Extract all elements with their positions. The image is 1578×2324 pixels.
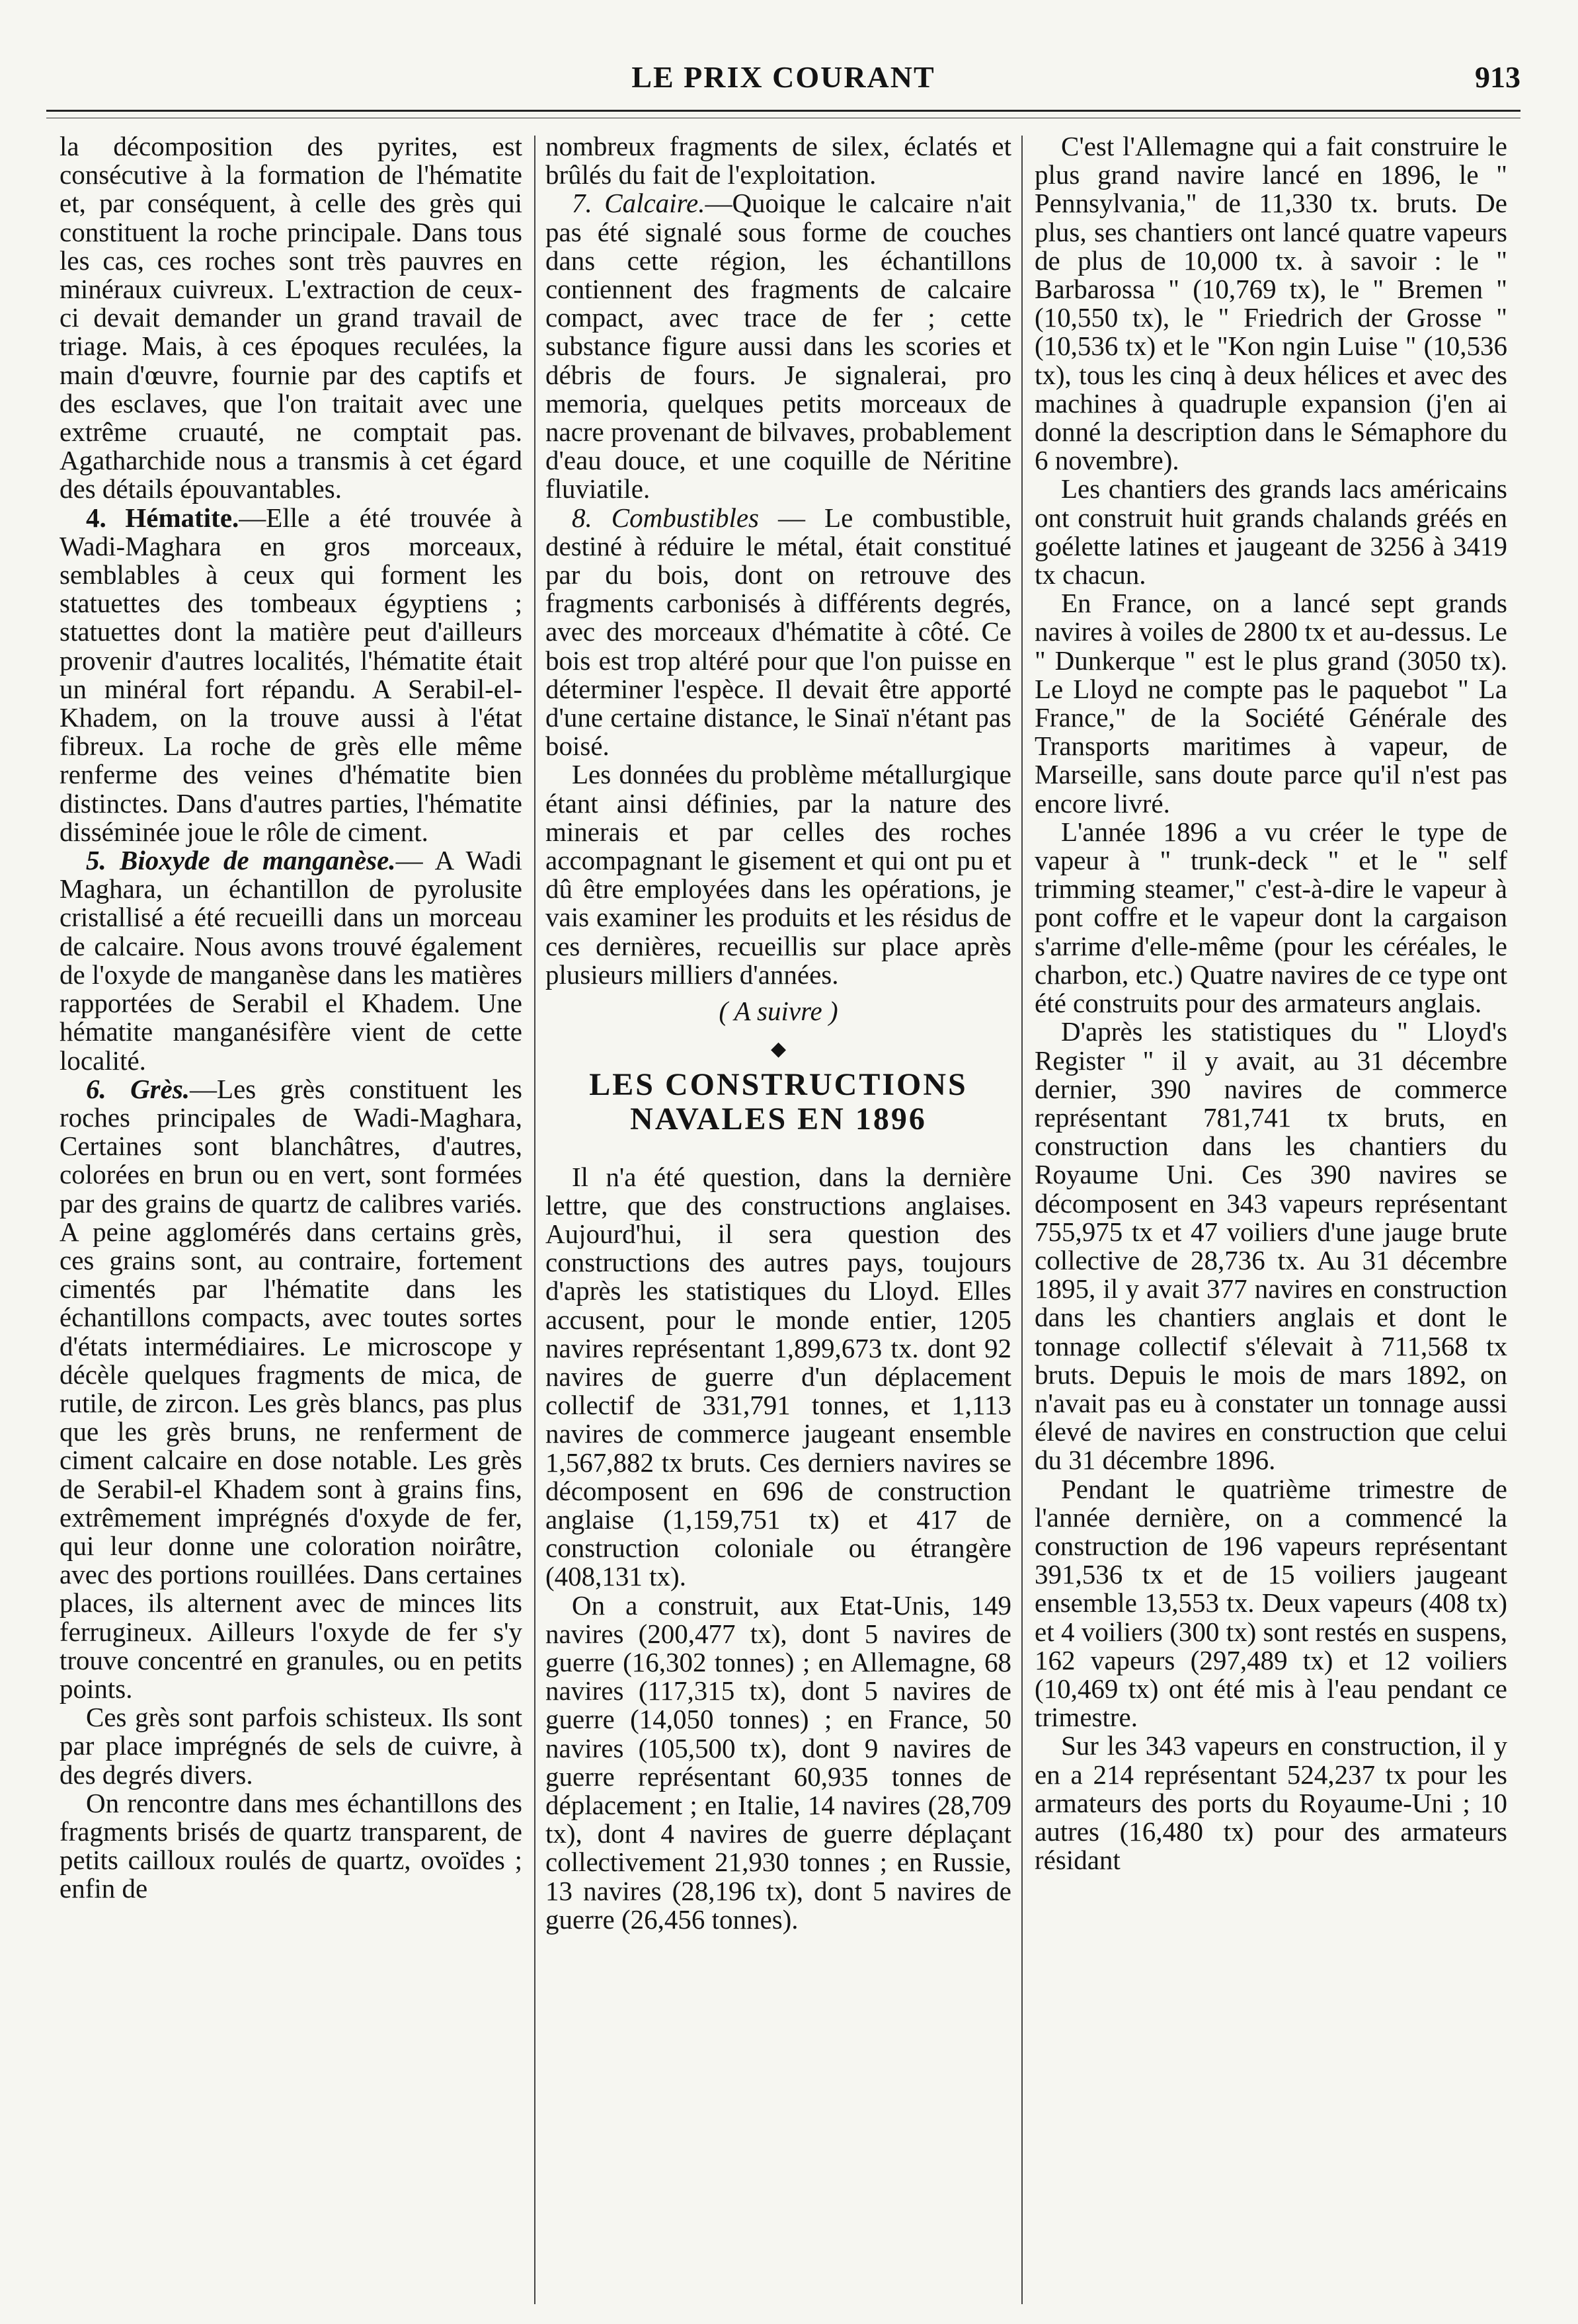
paragraph: On a construit, aux Etat-Unis, 149 navires (200,477 tx), dont 5 navires de guerre (16,302 tonnes) ; en Allemagne, 68 navires (117,315 tx), dont 5 navires de guerre (14,050 tonnes) ; en France, 50 navires (105,500 tx), dont 9 navires de guerre représentant 60,935 tonnes de déplacement ; en Italie, 14 navires (28,709 tx), dont 4 navires de guerre déplaçant collectivement 21,930 tonnes ; en Russie, 13 navires (28,196 tx), dont 5 navires de guerre (26,456 tonnes). bbox=[545, 1589, 1011, 1935]
paragraph-text: —Les grès constituent les roches principales de Wadi-Maghara, Certaines sont blanchâtres, d'autres, colorées en brun ou en vert, sont formées par des grains de quartz de calibres variés. A peine agglomérés dans certains grès, ces grains sont, au contraire, fortement cimentés par l'hématite dans les échantillons compacts, avec toutes sortes d'états intermédiaires. Le microscope y décèle quelques fragments de mica, de rutile, de zircon. Les grès blancs, pas plus que les grès bruns, ne renferment de ciment calcaire en dose notable. Les grès de Serabil-el Khadem sont à grains fins, extrêmement imprégnés d'oxyde de fer, qui leur donne une coloration noirâtre, avec des portions rouillées. Dans certaines places, ils alternent avec de minces lits ferrugineux. Ailleurs l'oxyde de fer s'y trouve concentré en granules, ou en petits points. bbox=[59, 1073, 522, 1704]
paragraph: Pendant le quatrième trimestre de l'année dernière, on a commencé la construction de 196 vapeurs représentant 391,536 tx et de 15 voiliers jaugeant ensemble 13,553 tx. Deux vapeurs (408 tx) et 4 voiliers (300 tx) sont restés en suspens, 162 vapeurs (297,489 tx) et 12 voiliers (10,469 tx) ont été mis à l'eau pendant ce trimestre. bbox=[1035, 1473, 1507, 1733]
column-divider-1 bbox=[534, 136, 535, 2304]
paragraph-text: — Le combustible, destiné à réduire le métal, était constitué par du bois, dont on retrouve des fragments carbonisés à différents degrés, avec des morceaux d'hématite à côté. Ce bois est trop altéré pour que l'on puisse en déterminer l'espèce. Il devait être apporté d'une certaine distance, le Sinaï n'étant pas boisé. bbox=[545, 502, 1011, 762]
paragraph: Ces grès sont parfois schisteux. Ils sont par place imprégnés de sels de cuivre, à des degrés divers. bbox=[59, 1702, 522, 1790]
paragraph: Les données du problème métallurgique étant ainsi définies, par la nature des minerais et par celles des roches accompagnant le gisement et qui ont pu et dû être employées dans les opérations, je vais examiner les produits et les résidus de ces dernières, recueillis sur place après plusieurs milliers d'années. bbox=[545, 759, 1011, 990]
column-divider-2 bbox=[1021, 136, 1023, 2304]
paragraph-text: —Quoique le calcaire n'ait pas été signalé sous forme de couches dans cette région, les échantillons contiennent des fragments de calcaire compact, avec trace de fer ; cette substance figure aussi dans les scories et débris de fours. Je signalerai, pro memoria, quelques petits morceaux de nacre provenant de bilvaves, probablement d'eau douce, et une coquille de Néritine fluviatile. bbox=[545, 188, 1011, 504]
section-head: 4. Hématite. bbox=[86, 502, 239, 533]
paragraph: Il n'a été question, dans la dernière lettre, que des constructions anglaises. Aujourd'hui, il sera question des constructions des autres pays, toujours d'après les statistiques du Lloyd. Elles accusent, pour le monde entier, 1205 navires représentant 1,899,673 tx. dont 92 navires de guerre d'un déplacement collectif de 331,791 tonnes, et 1,113 navires de commerce jaugeant ensemble 1,567,882 tx bruts. Ces derniers navires se décomposent en 696 de construction anglaise (1,159,751 tx) et 417 de construction coloniale ou étrangère (408,131 tx). bbox=[545, 1161, 1011, 1592]
page-number: 913 bbox=[1475, 60, 1520, 94]
diamond-ornament-icon: ◆ bbox=[770, 1038, 787, 1061]
paragraph-text: — A Wadi Maghara, un échantillon de pyrolusite cristallisé a été recueilli dans un morceau de calcaire. Nous avons trouvé également de l'oxyde de manganèse dans les matières rapportées de Serabil el Khadem. Une hématite manganésifère vient de cette localité. bbox=[59, 845, 522, 1076]
paragraph-manganese bbox=[59, 846, 522, 1075]
paragraph-calcaire bbox=[545, 189, 1011, 503]
page-header bbox=[46, 26, 1520, 106]
paragraph-combustibles bbox=[545, 504, 1011, 761]
paragraph: nombreux fragments de silex, éclatés et brûlés du fait de l'exploitation. bbox=[545, 132, 1011, 190]
section-head: 7. Calcaire. bbox=[572, 188, 705, 219]
paragraph: C'est l'Allemagne qui a fait construire le plus grand navire lancé en 1896, le " Pennsylvania," de 11,330 tx. bruts. De plus, ses chantiers ont lancé quatre vapeurs de plus de 10,000 tx. à savoir : le " Barbarossa " (10,769 tx), le " Bremen " (10,550 tx), le " Friedrich der Grosse " (10,536 tx) et le "Kon ngin Luise " (10,536 tx), tous les cinq à deux hélices et avec des machines à quadruple expansion (j'en ai donné la description dans le Sémaphore du 6 novembre). bbox=[1035, 132, 1507, 476]
section-head: 5. Bioxyde de manganèse. bbox=[86, 845, 396, 876]
paragraph: la décomposition des pyrites, est consécutive à la formation de l'hématite et, par conséquent, à celle des grès qui constituent la roche principale. Dans tous les cas, ces roches sont très pauvres en minéraux cuivreux. L'extraction de ceux-ci devait demander un grand travail de triage. Mais, à ces époques reculées, la main d'œuvre, fournie par des captifs et des esclaves, que l'on traitait avec une extrême cruauté, ne comptait pas. Agatharchide nous a transmis à cet égard des détails épouvantables. bbox=[59, 132, 522, 504]
paragraph: En France, on a lancé sept grands navires à voiles de 2800 tx et au-dessus. Le " Dunkerque " est le plus grand (3050 tx). Le Lloyd ne compte pas le paquebot " La France," de la Société Générale des Transports maritimes à vapeur, de Marseille, sans doute parce qu'il n'est pas encore livré. bbox=[1035, 588, 1507, 819]
section-head: 8. Combustibles bbox=[572, 502, 760, 533]
header-rule bbox=[46, 110, 1520, 112]
paragraph-gres bbox=[59, 1075, 522, 1703]
paragraph: D'après les statistiques du " Lloyd's Register " il y avait, au 31 décembre dernier, 390 navires de commerce représentant 781,741 tx bruts, en construction dans les chantiers du Royaume Uni. Ces 390 navires se décomposent en 343 vapeurs représentant 755,975 tx et 47 voiliers d'une jauge brute collective de 28,736 tx. Au 31 décembre 1895, il y avait 377 navires en construction dans les chantiers anglais et dont le tonnage collectif s'élevait à 711,568 tx bruts. Depuis le mois de mars 1892, on n'avait pas eu à constater un tonnage aussi élevé de navires en construction que celui du 31 décembre 1896. bbox=[1035, 1016, 1507, 1476]
paragraph: L'année 1896 a vu créer le type de vapeur à " trunk-deck " et le " self trimming steamer," c'est-à-dire le vapeur à pont coffre et le vapeur dont la cargaison s'arrime d'elle-même (pour les céréales, le charbon, etc.) Quatre navires de ce type ont été construits pour des armateurs anglais. bbox=[1035, 816, 1507, 1019]
column-1 bbox=[59, 132, 522, 2307]
to-be-continued: ( A suivre ) bbox=[719, 996, 838, 1027]
section-head: 6. Grès. bbox=[86, 1073, 190, 1104]
column-3 bbox=[1035, 132, 1507, 2307]
paragraph: Les chantiers des grands lacs américains ont construit huit grands chalands gréés en goélette latines et jaugeant de 3256 à 3419 tx chacun. bbox=[1035, 473, 1507, 590]
article-title: LES CONSTRUCTIONS NAVALES EN 1896 bbox=[589, 1066, 968, 1137]
paragraph-hematite bbox=[59, 504, 522, 846]
journal-title: LE PRIX COURANT bbox=[631, 60, 935, 94]
paragraph: Sur les 343 vapeurs en construction, il y en a 214 représentant 524,237 tx pour les armateurs des ports du Royaume-Uni ; 10 autres (16,480 tx) pour des armateurs résidant bbox=[1035, 1730, 1507, 1876]
paragraph: On rencontre dans mes échantillons des fragments brisés de quartz transparent, de petits cailloux roulés de quartz, ovoïdes ; enfin de bbox=[59, 1787, 522, 1904]
column-2 bbox=[545, 132, 1011, 2307]
paragraph-text: —Elle a été trouvée à Wadi-Maghara en gros morceaux, semblables à ceux qui forment les statuettes des tombeaux égyptiens ; statuettes dont la matière peut d'ailleurs provenir d'autres localités, l'hématite était un minéral fort répandu. A Serabil-el-Khadem, on la trouve aussi à l'état fibreux. La roche de grès elle même renferme des veines d'hématite bien distinctes. Dans d'autres parties, l'hématite disséminée joue le rôle de ciment. bbox=[59, 502, 522, 847]
